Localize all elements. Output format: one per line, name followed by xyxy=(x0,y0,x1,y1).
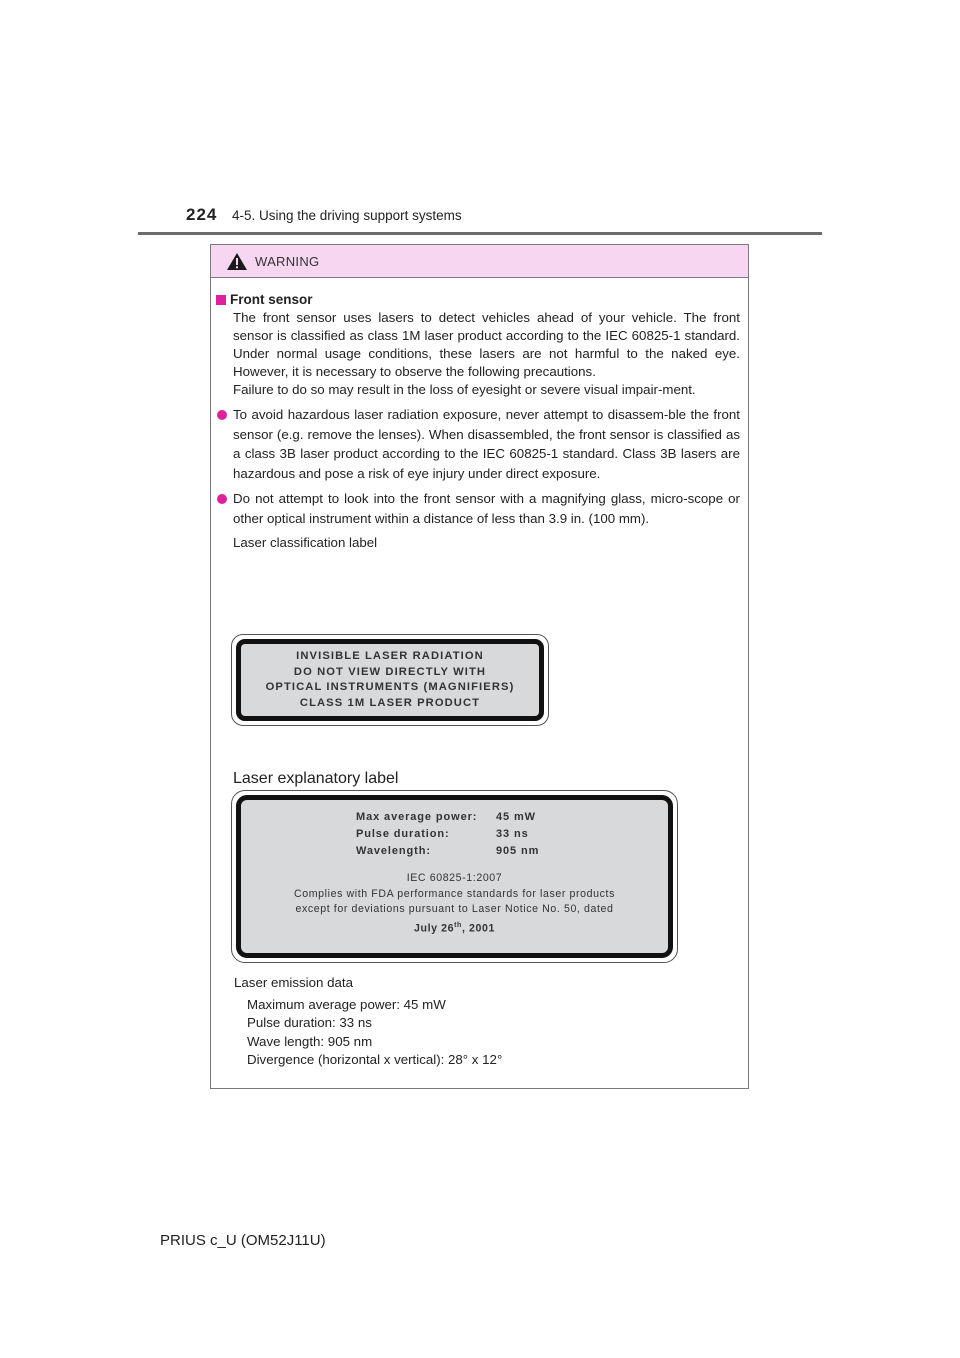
label-line: OPTICAL INSTRUMENTS (MAGNIFIERS) xyxy=(265,681,515,693)
intro-paragraph-2: Failure to do so may result in the loss of eyesight or severe visual impair-ment. xyxy=(233,382,696,397)
label-line: CLASS 1M LASER PRODUCT xyxy=(299,696,481,709)
date-prefix: July 26 xyxy=(414,922,455,935)
round-bullet-icon xyxy=(217,410,227,420)
compliance-text xyxy=(241,871,668,937)
emission-section xyxy=(234,974,502,1070)
spec-row xyxy=(356,843,539,860)
bullet-text: To avoid hazardous laser radiation exposure, never attempt to disassem-ble the front sensor (e.g. remove the lenses). When disassembled, the front sensor is classified as a class 3B laser product according to the IEC 60825-1 standard. Class 3B lasers are hazardous and pose a risk of eye injury under direct exposure. xyxy=(233,407,740,481)
warning-icon xyxy=(226,252,248,271)
classification-label-panel xyxy=(236,639,544,721)
footer-model: PRIUS c_U (OM52J11U) xyxy=(160,1232,326,1249)
round-bullet-icon xyxy=(217,494,227,504)
heading-text: Front sensor xyxy=(230,292,313,307)
warning-header xyxy=(211,245,748,278)
bullet-item xyxy=(233,489,740,528)
compliance-line: Complies with FDA performance standards for laser products xyxy=(294,887,615,900)
emission-list xyxy=(247,996,502,1070)
explanatory-label-panel xyxy=(236,795,673,958)
date-suffix-sup: th xyxy=(454,921,462,929)
classification-caption: Laser classification label xyxy=(233,535,378,550)
warning-title: WARNING xyxy=(255,253,320,269)
date-year: , 2001 xyxy=(461,922,495,935)
warning-body xyxy=(211,278,748,552)
emission-caption: Laser emission data xyxy=(234,975,353,990)
emission-item: Pulse duration: 33 ns xyxy=(247,1015,372,1030)
laser-explanatory-label xyxy=(231,790,678,963)
header-rule xyxy=(138,232,822,235)
spec-key: Max average power: xyxy=(356,811,478,823)
spec-list xyxy=(356,809,539,860)
intro-paragraph: The front sensor uses lasers to detect vehicles ahead of your vehicle. The front sensor is classified as class 1M laser product according to the IEC 60825-1 standard. Under normal usage conditions, these lasers are not harmful to the naked eye. However, it is necessary to observe the following precautions. xyxy=(233,310,740,379)
warning-box xyxy=(210,244,749,1089)
spec-row xyxy=(356,809,539,826)
spec-key: Pulse duration: xyxy=(356,828,450,840)
compliance-line: except for deviations pursuant to Laser Notice No. 50, dated xyxy=(295,903,614,915)
spec-row xyxy=(356,826,539,843)
spec-value: 33 ns xyxy=(496,828,529,840)
emission-item: Divergence (horizontal x vertical): 28° x 12° xyxy=(247,1052,503,1067)
emission-item: Maximum average power: 45 mW xyxy=(247,996,446,1012)
section-title: 4-5. Using the driving support systems xyxy=(232,208,462,223)
date-line xyxy=(241,918,668,937)
spec-value: 45 mW xyxy=(496,811,536,823)
bullet-text: Do not attempt to look into the front sensor with a magnifying glass, micro-scope or other optical instrument within a distance of less than 3.9 in. (100 mm). xyxy=(233,491,740,526)
front-sensor-heading xyxy=(216,291,740,309)
square-bullet-icon xyxy=(216,295,226,305)
emission-item: Wave length: 905 nm xyxy=(247,1033,373,1049)
page-header xyxy=(186,205,462,229)
laser-classification-label xyxy=(231,634,549,726)
bullet-item xyxy=(233,405,740,483)
spec-key: Wavelength: xyxy=(356,845,431,857)
spec-value: 905 nm xyxy=(496,845,540,857)
standard-line: IEC 60825-1:2007 xyxy=(406,872,503,884)
page-number: 224 xyxy=(186,205,218,224)
label-line: DO NOT VIEW DIRECTLY WITH xyxy=(293,665,487,678)
explanatory-caption: Laser explanatory label xyxy=(233,770,399,787)
label-line: INVISIBLE LASER RADIATION xyxy=(296,650,484,662)
